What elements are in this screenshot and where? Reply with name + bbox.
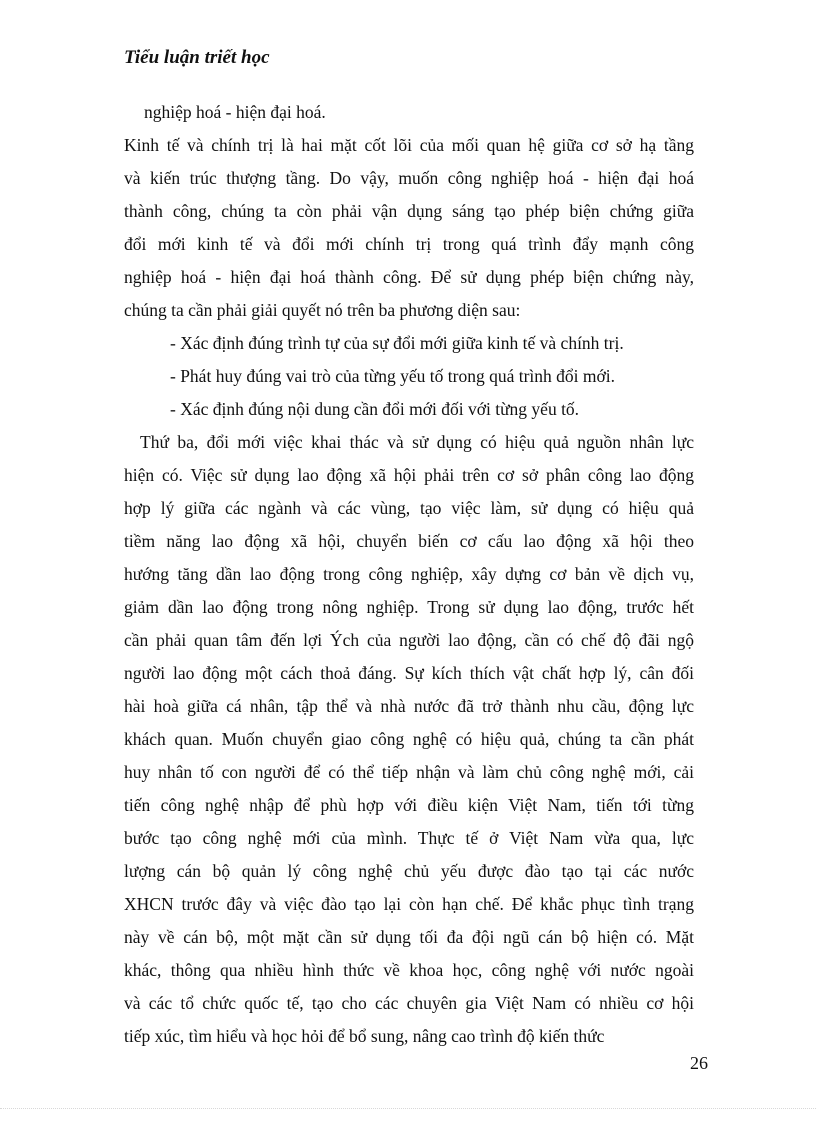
text-line: tiếp xúc, tìm hiểu và học hỏi để bổ sung, nâng cao trình độ kiến thức (124, 1026, 605, 1046)
bullet-item: - Xác định đúng trình tự của sự đổi mới giữa kinh tế và chính trị. (170, 333, 624, 353)
text-line: huy nhân tố con người để có thể tiếp nhận và làm chủ công nghệ mới, cải (124, 762, 694, 782)
page-header-title: Tiểu luận triết học (124, 47, 270, 68)
text-line: hợp lý giữa các ngành và các vùng, tạo việc làm, sử dụng có hiệu quả (124, 498, 694, 518)
text-line: đổi mới kinh tế và đổi mới chính trị trong quá trình đẩy mạnh công (124, 234, 694, 254)
text-line: Kinh tế và chính trị là hai mặt cốt lõi của mối quan hệ giữa cơ sở hạ tầng (124, 135, 694, 155)
text-line: chúng ta cần phải giải quyết nó trên ba phương diện sau: (124, 300, 521, 320)
text-line: khách quan. Muốn chuyển giao công nghệ có hiệu quả, chúng ta cần phát (124, 729, 694, 749)
bullet-item: - Xác định đúng nội dung cần đổi mới đối với từng yếu tố. (170, 399, 580, 419)
page-bottom-border (0, 1108, 816, 1109)
page-number: 26 (690, 1053, 708, 1073)
text-line: bước tạo công nghệ mới của mình. Thực tế ở Việt Nam vừa qua, lực (124, 828, 694, 848)
bullet-item: - Phát huy đúng vai trò của từng yếu tố trong quá trình đổi mới. (170, 366, 615, 386)
text-line: người lao động một cách thoả đáng. Sự kích thích vật chất hợp lý, cân đối (124, 663, 694, 683)
text-line: giảm dần lao động trong nông nghiệp. Trong sử dụng lao động, trước hết (124, 597, 694, 617)
text-line: và kiến trúc thượng tầng. Do vậy, muốn công nghiệp hoá - hiện đại hoá (124, 168, 694, 188)
text-line: tiến công nghệ nhập để phù hợp với điều kiện Việt Nam, tiến tới từng (124, 795, 694, 815)
text-line: hiện có. Việc sử dụng lao động xã hội phải trên cơ sở phân công lao động (124, 465, 694, 485)
text-line: XHCN trước đây và việc đào tạo lại còn hạn chế. Để khắc phục tình trạng (124, 894, 694, 914)
text-line: nghiệp hoá - hiện đại hoá. (144, 102, 326, 122)
text-line: nghiệp hoá - hiện đại hoá thành công. Để sử dụng phép biện chứng này, (124, 267, 694, 287)
text-line: Thứ ba, đổi mới việc khai thác và sử dụng có hiệu quả nguồn nhân lực (140, 432, 694, 452)
text-line: và các tổ chức quốc tế, tạo cho các chuyên gia Việt Nam có nhiều cơ hội (124, 993, 694, 1013)
text-line: tiềm năng lao động xã hội, chuyển biến cơ cấu lao động xã hội theo (124, 531, 694, 551)
text-line: khác, thông qua nhiều hình thức về khoa học, công nghệ với nước ngoài (124, 960, 694, 980)
text-line: này về cán bộ, một mặt cần sử dụng tối đa đội ngũ cán bộ hiện có. Mặt (124, 927, 694, 947)
text-line: cần phải quan tâm đến lợi Ých của người lao động, cần có chế độ đãi ngộ (124, 630, 694, 650)
text-line: hài hoà giữa cá nhân, tập thể và nhà nước đã trở thành nhu cầu, động lực (124, 696, 694, 716)
text-line: thành công, chúng ta còn phải vận dụng sáng tạo phép biện chứng giữa (124, 201, 694, 221)
text-line: lượng cán bộ quản lý công nghệ chủ yếu được đào tạo tại các nước (124, 861, 694, 881)
text-line: hướng tăng dần lao động trong công nghiệp, xây dựng cơ bản về dịch vụ, (124, 564, 694, 584)
